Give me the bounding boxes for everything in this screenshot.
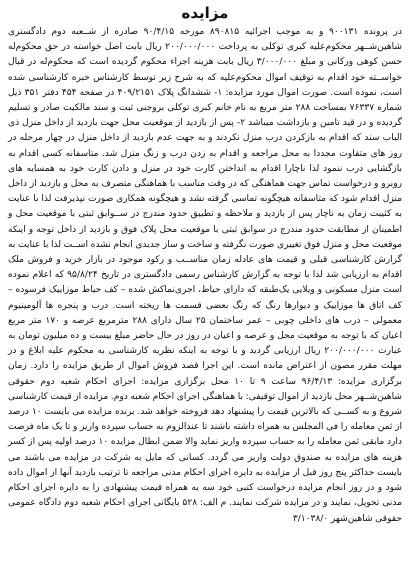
notice-title: مزایده [181,4,229,22]
notice-body: در پرونده ۹۰۰۱۳۱ و به موجب اجرائیه ۸۹۰۸۱۵ مورخه ۹۰/۴/۱۵ صادره از شــعبه دوم دادگستری شاهین‌شــهر محکوم‌علیه کبری توکلی به پرداخت ۲۰۰/۰۰۰/۰۰۰ ریال بابت اصل خواسته در حق محکوم‌له حسن کوهی ورکانی و مبلغ ۳/۰۰۰/۰۰۰ ریال بابت هزینه اجراء محکوم گردیده است که محکوم‌له در قبال خواســته خود اقدام به توقیف اموال محکوم‌علیه که به شرح زیر توسط کارشناس خبره کارشناسی شده است، نموده است. صورت اموال مورد مزایده: ۱- ششدانگ پلاک ۴۰۹/۲۱۵۱ در صفحه ۴۵۴ دفتر ۳۵۱ ذیل شماره ۷۶۳۳۷ بمساحت ۲۸۸ متر مربع به نام خانم کبری توکلی بروجنی ثبت و سند مالکیت صادر و تسلیم گردیده و در قید تامین و بازداشت میباشد ۲- پس از بازدید از موقعیت محل جهت بازدید از داخل منزل ذی الباب سند که اقدام به بازکردن درب منزل نکردند و به جهت عدم بازدید از داخل منزل در چهار مرحله در روز های متفاوت مجددا به محل مراجعه و اقدام به زدن درب و زنگ منزل شد. متاسفانه کسی اقدام به بازگشایی درب ننمود لذا ناچارا اقدام به انداختن کارت خود در منزل و دادن کارت خود به همسایه های روبرو و درخواست تماس جهت هماهنگی که در وقت مناسب با هماهنگی متصرف به محل و بازدید از داخل منزل اقدام شود که متاسفانه هیچگونه تماسی گرفته نشد و هیچگونه همکاری صورت نپذیرفت لذا با عنایت به کثیبت زمان به ناچار پس از بازدید و ملاحظه و تطبیق حدود مندرج در ســوابق ثبتی با موقعیت محل و اطمینان از مطابقت حدود مندرج در سوابق ثبتی با موقعیت محل پلاک فوق و بازدید از داخل توجه و اینکه موقعیت محل و منزل فوق تغییری صورت نگرفته و ساخت و ساز جدیدی انجام نشده اســت لذا با عنایت به گزارش کارشناسی قبلی و قیمت های عادله زمان مناســب و رکود موجود در بازار خرید و فروش ملک اقدام به ارزیابی شد لذا با توجه به گزارش کارشناس رسمی دادگستری در تاریخ ۹۵/۸/۲۴ که اعلام نموده است منزل مسکونی و ویلایی یک‌طبقه که دارای حیاط، اجری‌نماکش شده – کف حیاط موزاییک فرسوده – کف اتاق ها موزاییک و دیوارها رنگ که رنگ بعضی قسمت ها ریخته است. درب و پنجره ها آلومینیوم معمولی – درب های داخلی چوبی – عمر ساختمان ۲۵ سال دارای ۲۸۸ مترمربع عرصه و ۱۷۰ متر مربع اعیان که با توجه به موقعیت محل و عرصه و اعیان در روز در حال حاضر مبلغ بیست و ده میلیون تومان به عبارت ۲۰۰/۰۰۰/۰۰۰ ریال ارزیابی گردید و با توجه به اینکه نظریه کارشناسی به محکوم علیه ابلاغ و در مهلت مقرر مصون از اعتراض مانده است. این اجرا قصد فروش اموال از طریق مزایده را دارد. زمان برگزاری مزایده: ۹۶/۴/۱۳ ساعت ۹ تا ۱۰ محل برگزاری مزایده: اجرای احکام شعبه دوم حقوقی شاهین‌شــهر محل بازدید از اموال توقیفی: با هماهنگی اجرای احکام شعبه دوم. مزایده از قیمت کارشناسی شروع و به کســی که بالاترین قیمت را پیشنهاد دهد فروخته خواهد شد. برنده مزایده می بایست ۱۰ درصد از ثمن معامله را فی المجلس به همراه داشته باشند تا عندالزوم به حساب سپرده واریز و تا یک ماه فرصت دارد مابقی ثمن معامله را به حساب سپرده واریز نماید والا ضمن ابطال مزایده ۱۰ درصد اولیه پس از کسر هزینه های مزایده به صندوق دولت واریز می گردد. کسانی که مایل به شرکت در مزایده می باشند می بایست حداکثر پنج روز قبل از مزایده به دایره اجرای احکام مدنی مراجعه تا ترتیب بازدید آنها از اموال داده شود و در روز انجام مزایده درخواست کتبی خود سه به همراه قیمت پیشنهادی را به دایره اجرای احکام مدنی تحویل، نمایند و در مزایده شرکت نمایند. م الف: ۵۲۸ بایگانی اجرای احکام شعبه دوم دادگاه عمومی حقوقی شاهین‌شهر ۳/۱۰۳۸/۰ [8,27,403,524]
